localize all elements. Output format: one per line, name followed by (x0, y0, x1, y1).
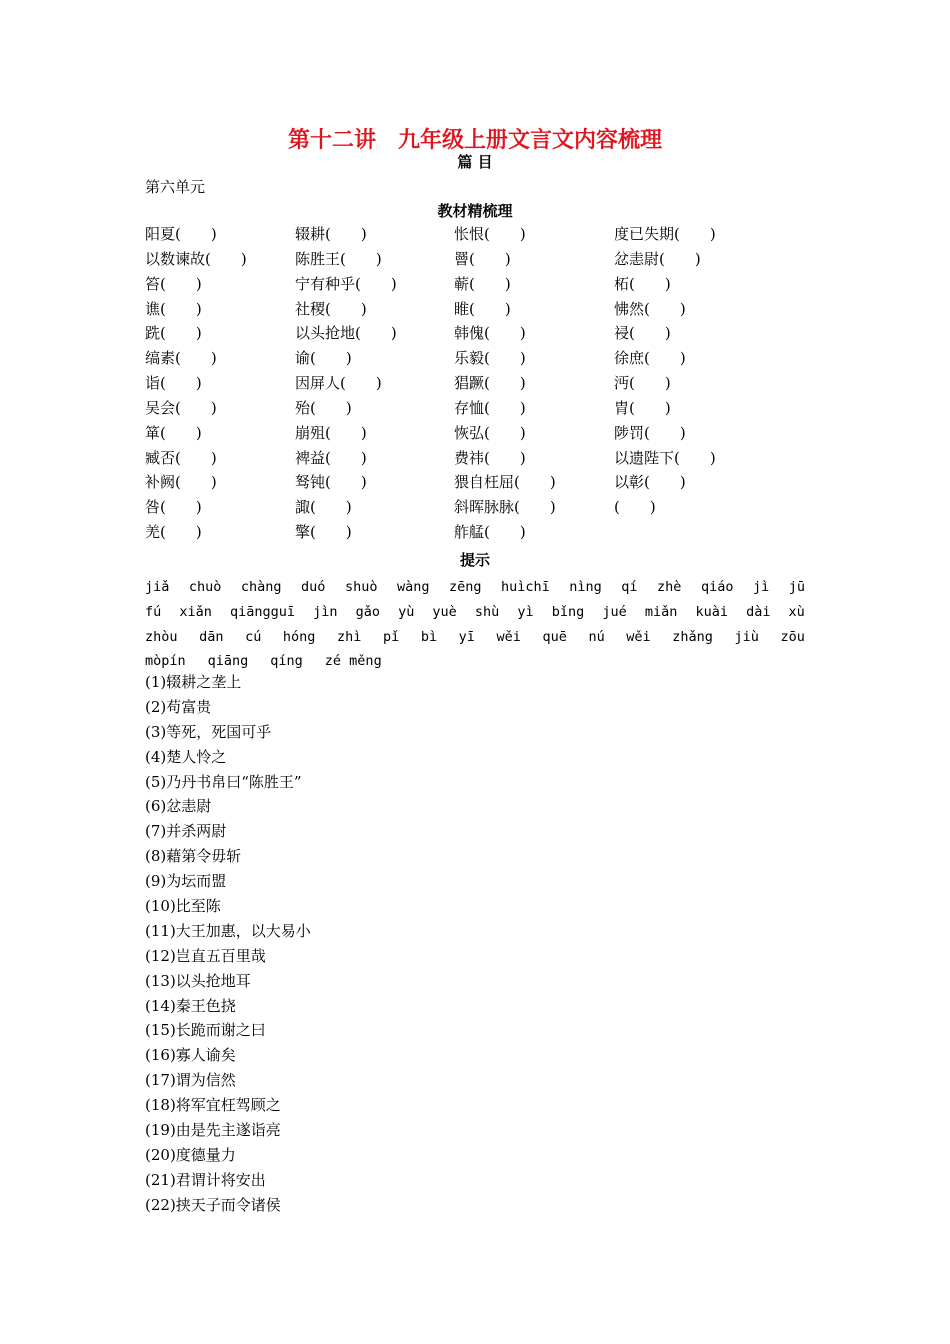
pinyin-word: qiāng (207, 653, 249, 670)
pinyin-word: miǎn (644, 603, 678, 620)
example-sentence: (6)忿恚尉 (145, 797, 212, 816)
pinyin-word: cú (245, 628, 262, 645)
example-sentence: (22)挟天子而令诸侯 (145, 1195, 281, 1214)
vocab-item: 乐毅( ) (454, 349, 526, 368)
pinyin-word: kuài (695, 603, 728, 620)
vocab-item: 谕( ) (295, 349, 352, 368)
vocab-item: 舴艋( ) (454, 523, 526, 542)
vocab-item: 辍耕( ) (295, 225, 367, 243)
pinyin-line (145, 575, 805, 600)
pinyin-word: nú (588, 628, 605, 645)
pinyin-word: yì (517, 603, 534, 620)
pinyin-word: quē (542, 628, 567, 645)
unit-label: 第六单元 (145, 178, 206, 196)
vocab-item: 胄( ) (614, 398, 671, 417)
vocab-item: 忿恚尉( ) (614, 249, 701, 268)
vocab-item: 沔( ) (614, 374, 671, 393)
vocab-item: 恢弘( ) (454, 423, 526, 442)
example-sentence: (7)并杀两尉 (145, 822, 227, 841)
vocab-item: 羌( ) (145, 523, 202, 542)
pinyin-word: gǎo (355, 603, 380, 620)
pinyin-word: xù (788, 603, 805, 620)
example-sentence: (15)长跪而谢之曰 (145, 1021, 266, 1040)
pinyin-word: zhòu (145, 628, 178, 645)
vocab-item: ( ) (614, 498, 656, 517)
vocab-item: 陈胜王( ) (295, 249, 382, 268)
vocab-item: 陟罚( ) (614, 423, 686, 442)
vocab-item: 诣( ) (145, 374, 202, 393)
vocab-item: 睢( ) (454, 299, 511, 318)
vocab-item: 以头抢地( ) (295, 324, 397, 343)
pinyin-word: yī (458, 628, 475, 645)
vocab-item: 臧否( ) (145, 448, 217, 467)
pinyin-word: qí (621, 579, 638, 595)
example-sentence: (2)苟富贵 (145, 697, 212, 716)
pinyin-word: dài (746, 603, 771, 620)
pinyin-word: chàng (240, 579, 282, 595)
example-sentence: (10)比至陈 (145, 897, 221, 916)
example-sentence: (1)辍耕之垄上 (145, 673, 242, 691)
vocab-item: 因屏人( ) (295, 374, 382, 393)
vocab-item: 崩殂( ) (295, 423, 367, 442)
vocab-item: 笞( ) (145, 274, 202, 293)
pinyin-word: zhè (657, 579, 682, 595)
example-sentence: (12)岂直五百里哉 (145, 946, 266, 965)
vocab-item: 咎( ) (145, 498, 202, 517)
vocab-item: 怅恨( ) (454, 225, 526, 243)
pinyin-word: huìchī (500, 579, 550, 595)
vocab-item: 以数谏故( ) (145, 249, 247, 268)
vocab-item: 怫然( ) (614, 299, 686, 318)
pinyin-word: qiáo (700, 579, 734, 595)
pinyin-word: pǐ (382, 628, 400, 645)
example-sentence: (4)楚人怜之 (145, 747, 227, 766)
section-heading: 教材精梳理 (437, 202, 513, 220)
vocab-item (614, 520, 814, 545)
vocab-item: 阳夏( ) (145, 225, 217, 243)
lecture-title: 第十二讲 九年级上册文言文内容梳理 (287, 128, 662, 153)
pinyin-word: hóng (282, 628, 316, 645)
vocab-item: 諏( ) (295, 498, 352, 517)
pinyin-line (145, 600, 805, 625)
vocab-item: 存恤( ) (454, 398, 526, 417)
pinyin-word: jiù (734, 628, 759, 645)
pinyin-word: jiǎ (145, 579, 170, 595)
example-sentence: (19)由是先主遂诣亮 (145, 1121, 281, 1140)
vocab-item: 度已失期( ) (614, 225, 716, 243)
vocab-item: 跣( ) (145, 324, 202, 343)
pinyin-word: dān (199, 628, 224, 645)
vocab-item: 缟素( ) (145, 349, 217, 368)
vocab-item: 柘( ) (614, 274, 671, 293)
example-sentence: (5)乃丹书帛曰“陈胜王” (145, 772, 302, 791)
vocab-item: 裨益( ) (295, 448, 367, 467)
vocab-item: 罾( ) (454, 249, 511, 268)
hint-heading: 提示 (459, 551, 490, 569)
pinyin-word: wěi (626, 628, 651, 645)
example-sentence: (17)谓为信然 (145, 1071, 236, 1090)
example-sentence: (13)以头抢地耳 (145, 971, 251, 990)
vocab-item: 蕲( ) (454, 274, 511, 293)
vocab-item: 祲( ) (614, 324, 671, 343)
pinyin-word: fú (145, 603, 162, 620)
pinyin-word: shù (474, 603, 500, 620)
pinyin-word: zé měng (324, 653, 382, 670)
pinyin-word: qiāngguī (229, 603, 295, 620)
vocab-item: 以遗陛下( ) (614, 448, 716, 467)
pinyin-word: zēng (448, 579, 482, 595)
vocab-item: 韩傀( ) (454, 324, 526, 343)
vocab-grid (145, 222, 825, 545)
vocab-item: 箪( ) (145, 423, 202, 442)
pinyin-word: bǐng (551, 603, 585, 620)
pinyin-word: zōu (780, 628, 805, 645)
vocab-item: 猖蹶( ) (454, 374, 526, 393)
example-sentence: (8)藉第令毋斩 (145, 847, 242, 866)
example-sentence: (3)等死，死国可乎 (145, 722, 272, 741)
vocab-item: 谯( ) (145, 299, 202, 318)
pinyin-word: xiǎn (179, 603, 212, 620)
pinyin-word: zhì (337, 628, 362, 645)
subtitle: 篇 目 (457, 153, 493, 171)
vocab-item: 社稷( ) (295, 299, 367, 318)
vocab-item: 猥自枉屈( ) (454, 473, 556, 492)
pinyin-word: yuè (432, 603, 457, 620)
pinyin-word: bì (420, 628, 438, 645)
pinyin-word: qíng (270, 653, 303, 670)
pinyin-word: zhǎng (672, 628, 713, 645)
vocab-item: 驽钝( ) (295, 473, 367, 492)
pinyin-word: yù (398, 603, 415, 620)
vocab-item: 以彰( ) (614, 473, 686, 492)
pinyin-word: chuò (188, 579, 222, 595)
vocab-item: 吴会( ) (145, 398, 217, 417)
pinyin-word: jué (602, 603, 627, 620)
example-sentence: (14)秦王色挠 (145, 996, 236, 1015)
vocab-item: 擎( ) (295, 523, 352, 542)
example-sentence: (21)君谓计将安出 (145, 1170, 266, 1189)
vocab-item: 徐庶( ) (614, 349, 686, 368)
example-sentence: (20)度德量力 (145, 1145, 236, 1164)
pinyin-word: wàng (396, 579, 430, 595)
vocab-item: 斜晖脉脉( ) (454, 498, 556, 517)
vocab-item: 宁有种乎( ) (295, 274, 397, 293)
pinyin-word: mòpín (145, 653, 186, 670)
vocab-item: 补阙( ) (145, 473, 217, 492)
pinyin-word: jìn (313, 603, 338, 620)
pinyin-word: jì (752, 579, 770, 595)
example-sentence: (9)为坛而盟 (145, 872, 227, 891)
vocab-item: 殆( ) (295, 398, 352, 417)
sentence-list (145, 670, 311, 1218)
pinyin-word: nìng (569, 579, 602, 595)
example-sentence: (11)大王加惠，以大易小 (145, 921, 311, 940)
vocab-item: 费祎( ) (454, 448, 526, 467)
example-sentence: (18)将军宜枉驾顾之 (145, 1096, 281, 1115)
pinyin-line (145, 625, 805, 650)
pinyin-word: jū (788, 579, 805, 595)
pinyin-word: wěi (496, 628, 521, 645)
pinyin-word: duó (301, 579, 326, 595)
pinyin-block (145, 575, 805, 674)
example-sentence: (16)寡人谕矣 (145, 1046, 236, 1065)
pinyin-word: shuò (344, 579, 378, 595)
